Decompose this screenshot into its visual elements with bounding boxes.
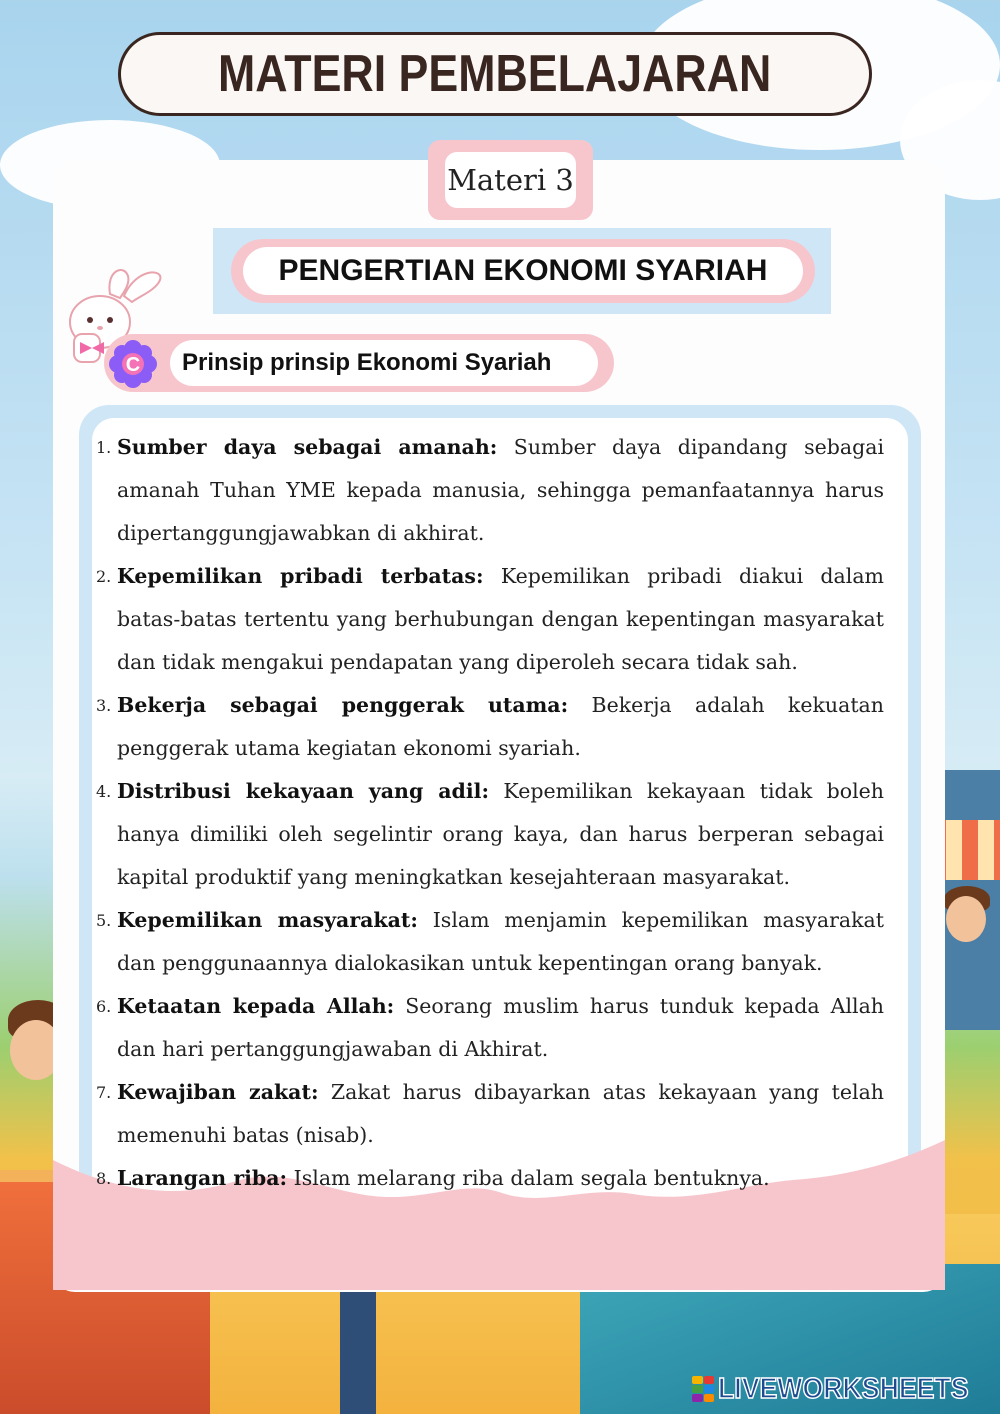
item-number: 1. [96, 438, 112, 457]
subsection-letter: C [125, 354, 141, 376]
item-term: Kepemilikan pribadi terbatas: [117, 564, 484, 588]
section-heading-pill [231, 239, 815, 303]
kid-right [946, 896, 986, 942]
item-text: Seorang muslim harus tunduk kepada Allah dan hari pertanggungjawaban di Akhirat. [117, 994, 884, 1061]
list-item [96, 684, 884, 770]
item-text: Islam menjamin kepemilikan masyarakat dan penggunaannya dialokasikan untuk kepentingan orang banyak. [117, 908, 885, 975]
item-term: Sumber daya sebagai amanah: [117, 435, 498, 459]
title-banner [118, 32, 872, 116]
liveworksheets-logo-icon [692, 1376, 714, 1402]
item-text: Bekerja adalah kekuatan penggerak utama kegiatan ekonomi syariah. [117, 693, 884, 760]
item-text: Kepemilikan kekayaan tidak boleh hanya dimiliki oleh segelintir orang kaya, dan harus berperan sebagai kapital produktif yang meningkatkan kesejahteraan masyarakat. [117, 779, 885, 889]
section-heading-band [213, 228, 831, 314]
section-heading: PENGERTIAN EKONOMI SYARIAH [243, 247, 803, 295]
materi-badge [428, 140, 593, 220]
item-term: Larangan riba: [117, 1166, 288, 1190]
item-term: Distribusi kekayaan yang adil: [117, 779, 490, 803]
list-item [96, 899, 884, 985]
item-number: 5. [96, 911, 112, 930]
item-number: 6. [96, 997, 112, 1016]
item-text: Zakat harus dibayarkan atas kekayaan yang telah memenuhi batas (nisab). [117, 1080, 884, 1147]
list-item [96, 555, 884, 684]
item-term: Ketaatan kepada Allah: [117, 994, 395, 1018]
list-item [96, 770, 884, 899]
item-number: 4. [96, 782, 112, 801]
item-term: Kewajiban zakat: [117, 1080, 319, 1104]
item-text: Islam melarang riba dalam segala bentuknya. [287, 1166, 770, 1190]
item-text: Sumber daya dipandang sebagai amanah Tuhan YME kepada manusia, sehingga pemanfaatannya harus dipertanggungjawabkan di akhirat. [117, 435, 885, 545]
liveworksheets-text: LIVEWORKSHEETS [718, 1372, 969, 1405]
item-number: 8. [96, 1169, 112, 1188]
flower-icon [109, 340, 157, 388]
liveworksheets-watermark[interactable] [692, 1372, 990, 1406]
list-item [96, 985, 884, 1071]
subsection-pill [104, 334, 614, 392]
item-number: 3. [96, 696, 112, 715]
item-term: Bekerja sebagai penggerak utama: [117, 693, 569, 717]
subsection-title: Prinsip prinsip Ekonomi Syariah [170, 340, 598, 386]
item-number: 7. [96, 1083, 112, 1102]
list-item [96, 1157, 884, 1200]
item-text: Kepemilikan pribadi diakui dalam batas-batas tertentu yang berhubungan dengan kepentingan masyarakat dan tidak mengakui pendapatan yang diperoleh secara tidak sah. [117, 564, 884, 674]
materi-label: Materi 3 [445, 152, 576, 208]
page-title: MATERI PEMBELAJARAN [218, 45, 772, 103]
item-term: Kepemilikan masyarakat: [117, 908, 418, 932]
item-number: 2. [96, 567, 112, 586]
principles-list [96, 426, 884, 1200]
list-item [96, 426, 884, 555]
list-item [96, 1071, 884, 1157]
